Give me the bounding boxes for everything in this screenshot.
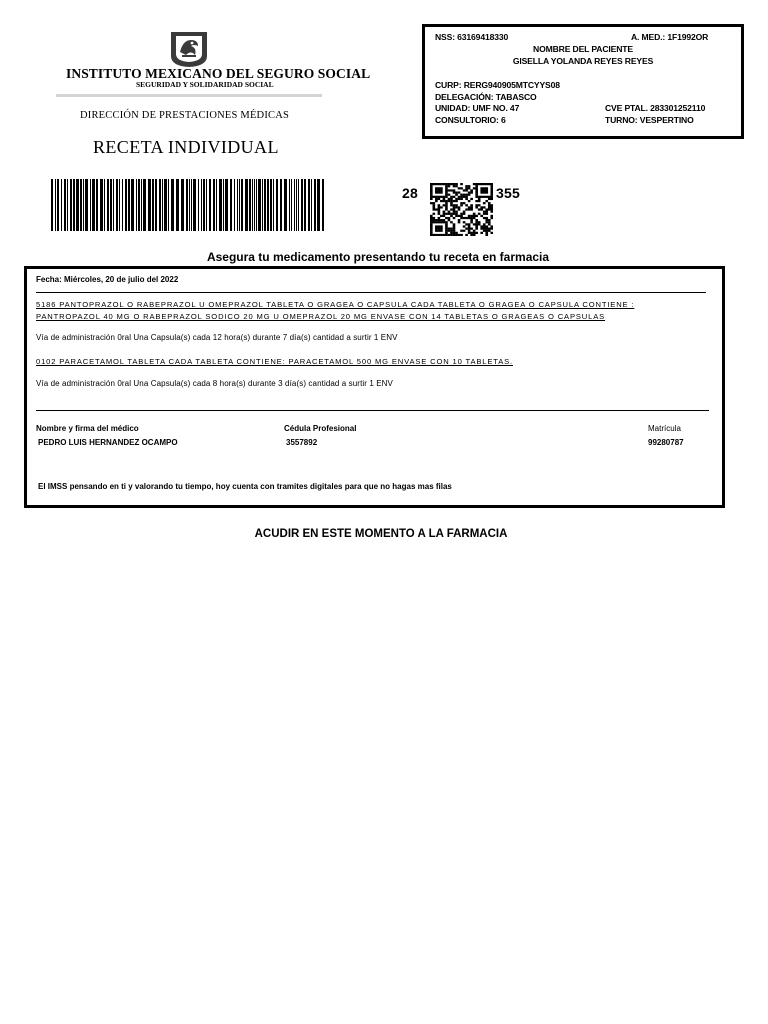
- prescription-box: [24, 266, 725, 508]
- footer-note: El IMSS pensando en ti y valorando tu tiempo, hoy cuenta con tramites digitales para que no hagas mas filas: [38, 482, 452, 491]
- prescription-date: Fecha: Miércoles, 20 de julio del 2022: [36, 275, 179, 284]
- qr-code-icon: [430, 183, 493, 236]
- org-name: INSTITUTO MEXICANO DEL SEGURO SOCIAL: [66, 66, 371, 81]
- consultorio: CONSULTORIO: 6: [435, 115, 506, 125]
- notice-bottom: ACUDIR EN ESTE MOMENTO A LA FARMACIA: [254, 528, 508, 540]
- medication-1-line1: 5186 PANTOPRAZOL O RABEPRAZOL U OMEPRAZOL TABLETA O GRAGEA O CAPSULA CADA TABLETA O GRAGEA O CAPSULA CONTIENE :: [36, 300, 635, 309]
- turno: TURNO: VESPERTINO: [605, 115, 694, 125]
- medication-1-line2: PANTROPAZOL 40 MG O RABEPRAZOL SODICO 20 MG U OMEPRAZOL 20 MG ENVASE CON 14 TABLETAS O GRAGEAS O CAPSULAS: [36, 312, 606, 321]
- curp: CURP: RERG940905MTCYYS08: [435, 80, 560, 90]
- agregado-medico: A. MED.: 1F1992OR: [631, 32, 709, 42]
- doctor-label: Nombre y firma del médico: [36, 424, 139, 433]
- doctor-name: PEDRO LUIS HERNANDEZ OCAMPO: [38, 438, 178, 447]
- cve-ptal: CVE PTAL. 283301252110: [605, 103, 706, 113]
- patient-name: GISELLA YOLANDA REYES REYES: [512, 56, 654, 66]
- barcode-icon: [51, 179, 325, 231]
- folio-left: 28: [402, 185, 418, 201]
- page-title: RECETA INDIVIDUAL: [93, 137, 279, 157]
- medication-2-instructions: Vía de administración 0ral Una Capsula(s) cada 8 hora(s) durante 3 día(s) cantidad a surtir 1 ENV: [36, 379, 393, 388]
- patient-name-label: NOMBRE DEL PACIENTE: [533, 44, 633, 54]
- folio-right: 355: [495, 185, 520, 201]
- imss-logo-icon: [167, 28, 211, 68]
- header-divider: [56, 94, 322, 97]
- notice-top: Asegura tu medicamento presentando tu receta en farmacia: [206, 250, 550, 264]
- patient-info-box: [422, 24, 744, 139]
- org-subtitle: SEGURIDAD Y SOLIDARIDAD SOCIAL: [136, 80, 274, 89]
- cedula-value: 3557892: [286, 438, 318, 447]
- medication-2-line1: 0102 PARACETAMOL TABLETA CADA TABLETA CONTIENE: PARACETAMOL 500 MG ENVASE CON 10 TABLETAS.: [36, 357, 513, 366]
- delegacion: DELEGACIÓN: TABASCO: [435, 92, 537, 102]
- divider-bottom: [36, 410, 709, 411]
- matricula-value: 99280787: [648, 438, 684, 447]
- divider-top: [36, 292, 706, 293]
- cedula-label: Cédula Profesional: [284, 424, 357, 433]
- direction-label: DIRECCIÓN DE PRESTACIONES MÉDICAS: [80, 110, 290, 121]
- nss: NSS: 63169418330: [435, 32, 509, 42]
- matricula-label: Matrícula: [648, 424, 681, 433]
- unidad: UNIDAD: UMF NO. 47: [435, 103, 520, 113]
- medication-1-instructions: Vía de administración 0ral Una Capsula(s) cada 12 hora(s) durante 7 día(s) cantidad a surtir 1 ENV: [36, 333, 398, 342]
